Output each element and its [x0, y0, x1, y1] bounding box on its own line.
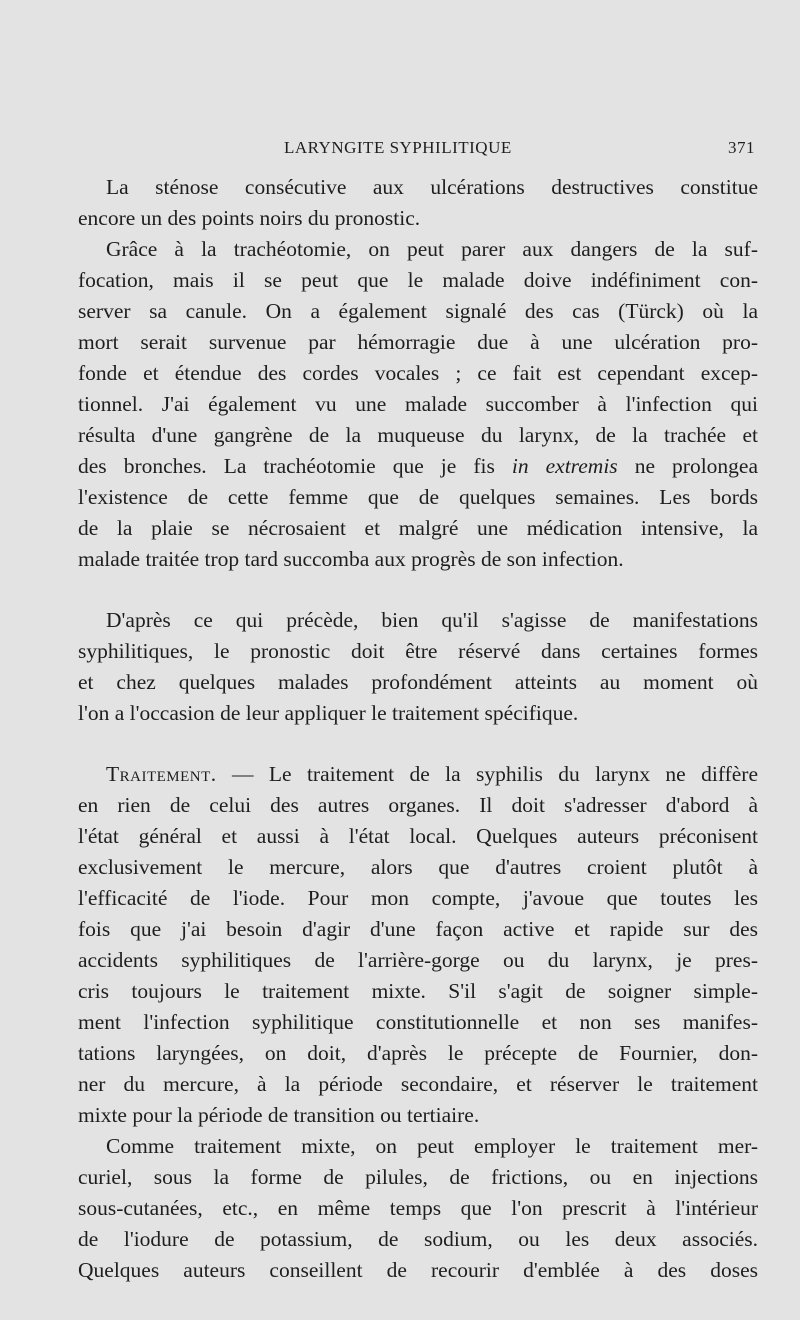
- text-line: de la plaie se nécrosaient et malgré une médication intensive, la: [78, 516, 758, 540]
- text-line: [78, 759, 758, 790]
- body-text: [78, 172, 758, 1286]
- text-line: Comme traitement mixte, on peut employer le traitement mer-: [106, 1134, 758, 1158]
- text-line: de l'iodure de potassium, de sodium, ou les deux associés.: [78, 1227, 758, 1251]
- text-line: Quelques auteurs conseillent de recourir d'emblée à des doses: [78, 1258, 758, 1282]
- text-line: focation, mais il se peut que le malade doive indéfiniment con-: [78, 268, 758, 292]
- text-line: [78, 451, 758, 482]
- paragraph-tracheotomy: [78, 234, 758, 575]
- text-line: syphilitiques, le pronostic doit être réservé dans certaines formes: [78, 639, 758, 663]
- text-line: Grâce à la trachéotomie, on peut parer aux dangers de la suf-: [106, 237, 758, 261]
- text-line: La sténose consécutive aux ulcérations destructives constitue: [106, 175, 758, 199]
- paragraph-mixed-treatment: [78, 1131, 758, 1286]
- text-line: curiel, sous la forme de pilules, de frictions, ou en injections: [78, 1165, 758, 1189]
- text-line: l'on a l'occasion de leur appliquer le traitement spécifique.: [78, 701, 579, 725]
- text-line: l'existence de cette femme que de quelques semaines. Les bords: [78, 485, 758, 509]
- text-segment: — Le traitement de la syphilis du larynx ne diffère: [216, 762, 758, 786]
- paragraph-gap: [78, 575, 758, 605]
- text-line: malade traitée trop tard succomba aux progrès de son infection.: [78, 547, 624, 571]
- paragraph-reserved-prognosis: [78, 605, 758, 729]
- text-line: fois que j'ai besoin d'agir d'une façon active et rapide sur des: [78, 917, 758, 941]
- page-number: 371: [728, 138, 755, 157]
- paragraph-treatment: [78, 759, 758, 1131]
- text-line: cris toujours le traitement mixte. S'il s'agit de soigner simple-: [78, 979, 758, 1003]
- text-line: en rien de celui des autres organes. Il doit s'adresser d'abord à: [78, 793, 758, 817]
- text-line: l'efficacité de l'iode. Pour mon compte, j'avoue que toutes les: [78, 886, 758, 910]
- text-line: mort serait survenue par hémorragie due à une ulcération pro-: [78, 330, 758, 354]
- section-heading-treatment: Traitement.: [106, 762, 217, 786]
- text-line: ment l'infection syphilitique constitutionnelle et non ses manifes-: [78, 1010, 758, 1034]
- text-line: l'état général et aussi à l'état local. Quelques auteurs préconisent: [78, 824, 758, 848]
- text-line: ner du mercure, à la période secondaire, et réserver le traitement: [78, 1072, 758, 1096]
- text-line: encore un des points noirs du pronostic.: [78, 206, 421, 230]
- text-line: fonde et étendue des cordes vocales ; ce fait est cependant excep-: [78, 361, 758, 385]
- text-line: sous-cutanées, etc., en même temps que l'on prescrit à l'intérieur: [78, 1196, 758, 1220]
- running-head: [80, 138, 755, 162]
- text-line: tionnel. J'ai également vu une malade succomber à l'infection qui: [78, 392, 758, 416]
- text-line: mixte pour la période de transition ou tertiaire.: [78, 1103, 480, 1127]
- text-line: exclusivement le mercure, alors que d'autres croient plutôt à: [78, 855, 758, 879]
- text-line: résulta d'une gangrène de la muqueuse du larynx, de la trachée et: [78, 423, 758, 447]
- running-head-title: LARYNGITE SYPHILITIQUE: [284, 138, 512, 157]
- text-line: et chez quelques malades profondément atteints au moment où: [78, 670, 758, 694]
- text-line: D'après ce qui précède, bien qu'il s'agisse de manifestations: [106, 608, 758, 632]
- text-line: server sa canule. On a également signalé des cas (Türck) où la: [78, 299, 758, 323]
- paragraph-prognosis-stenosis: [78, 172, 758, 234]
- text-line: tations laryngées, on doit, d'après le précepte de Fournier, don-: [78, 1041, 758, 1065]
- paragraph-gap: [78, 729, 758, 759]
- text-segment: des bronches. La trachéotomie que je fis: [78, 454, 512, 478]
- text-line: accidents syphilitiques de l'arrière-gorge ou du larynx, je pres-: [78, 948, 758, 972]
- italic-phrase: in extremis: [511, 454, 618, 478]
- text-segment: ne prolongea: [617, 454, 758, 478]
